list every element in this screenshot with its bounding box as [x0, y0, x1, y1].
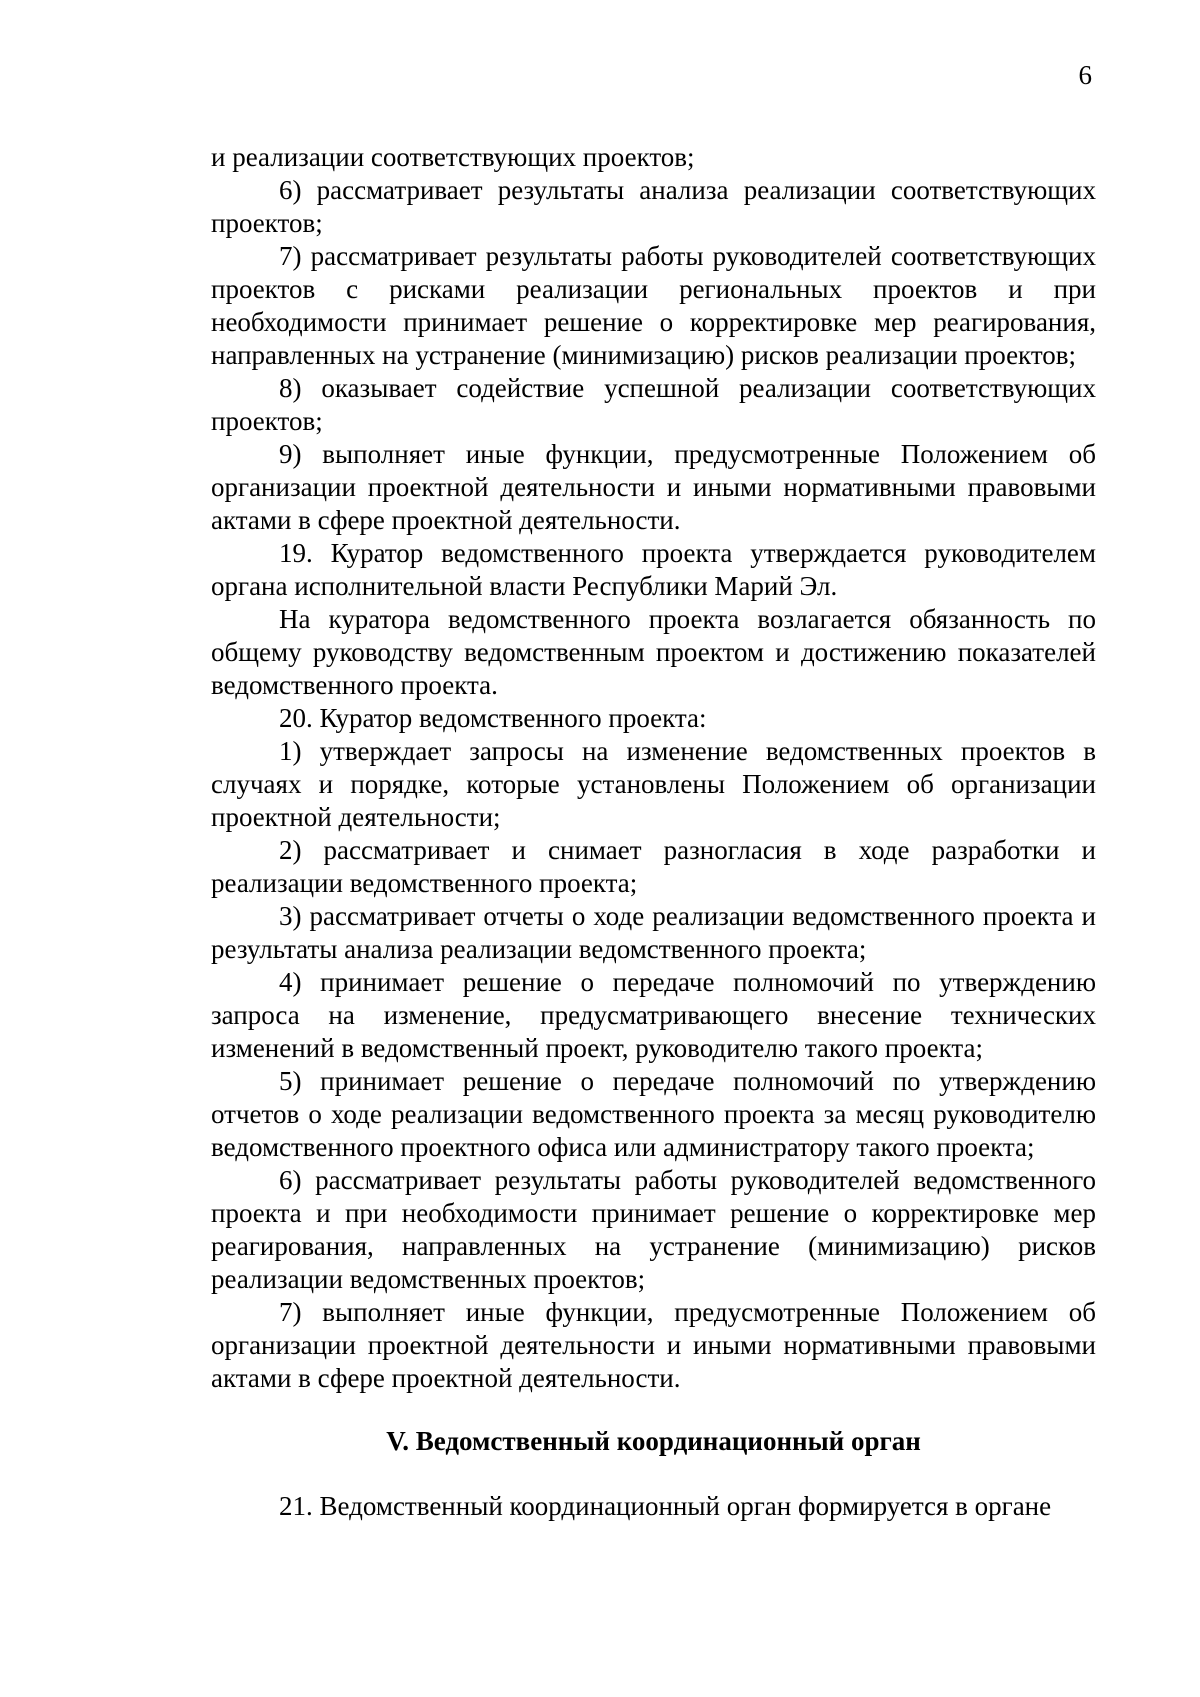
paragraph: 3) рассматривает отчеты о ходе реализации ведомственного проекта и результаты анализа реализации ведомственного проекта;: [211, 901, 1096, 964]
paragraphs-before-heading: [211, 141, 1096, 1395]
paragraph: 1) утверждает запросы на изменение ведомственных проектов в случаях и порядке, которые установлены Положением об организации проектной деятельности;: [211, 736, 1096, 832]
paragraphs-after-heading: [211, 1490, 1096, 1523]
paragraph: 20. Куратор ведомственного проекта:: [279, 703, 707, 733]
paragraph: 7) выполняет иные функции, предусмотренные Положением об организации проектной деятельности и иными нормативными правовыми актами в сфере проектной деятельности.: [211, 1297, 1096, 1393]
paragraph: 4) принимает решение о передаче полномочий по утверждению запроса на изменение, предусматривающего внесение технических изменений в ведомственный проект, руководителю такого проекта;: [211, 967, 1096, 1063]
paragraph: и реализации соответствующих проектов;: [211, 142, 695, 172]
page-number: 6: [1078, 60, 1092, 90]
paragraph: На куратора ведомственного проекта возлагается обязанность по общему руководству ведомственным проектом и достижению показателей ведомственного проекта.: [211, 604, 1096, 700]
paragraph: 9) выполняет иные функции, предусмотренные Положением об организации проектной деятельности и иными нормативными правовыми актами в сфере проектной деятельности.: [211, 439, 1096, 535]
document-body: [211, 141, 1096, 1523]
paragraph: 6) рассматривает результаты анализа реализации соответствующих проектов;: [211, 175, 1096, 238]
section-heading: V. Ведомственный координационный орган: [386, 1426, 921, 1456]
paragraph: 8) оказывает содействие успешной реализации соответствующих проектов;: [211, 373, 1096, 436]
paragraph: 19. Куратор ведомственного проекта утверждается руководителем органа исполнительной власти Республики Марий Эл.: [211, 538, 1096, 601]
paragraph: 2) рассматривает и снимает разногласия в ходе разработки и реализации ведомственного проекта;: [211, 835, 1096, 898]
paragraph: 6) рассматривает результаты работы руководителей ведомственного проекта и при необходимости принимает решение о корректировке мер реагирования, направленных на устранение (минимизацию) рисков реализации ведомственных проектов;: [211, 1165, 1096, 1294]
paragraph: 21. Ведомственный координационный орган формируется в органе: [279, 1491, 1052, 1521]
paragraph: 7) рассматривает результаты работы руководителей соответствующих проектов с рисками реализации региональных проектов и при необходимости принимает решение о корректировке мер реагирования, направленных на устранение (минимизацию) рисков реализации проектов;: [211, 241, 1096, 370]
paragraph: 5) принимает решение о передаче полномочий по утверждению отчетов о ходе реализации ведомственного проекта за месяц руководителю ведомственного проектного офиса или администратору такого проекта;: [211, 1066, 1096, 1162]
